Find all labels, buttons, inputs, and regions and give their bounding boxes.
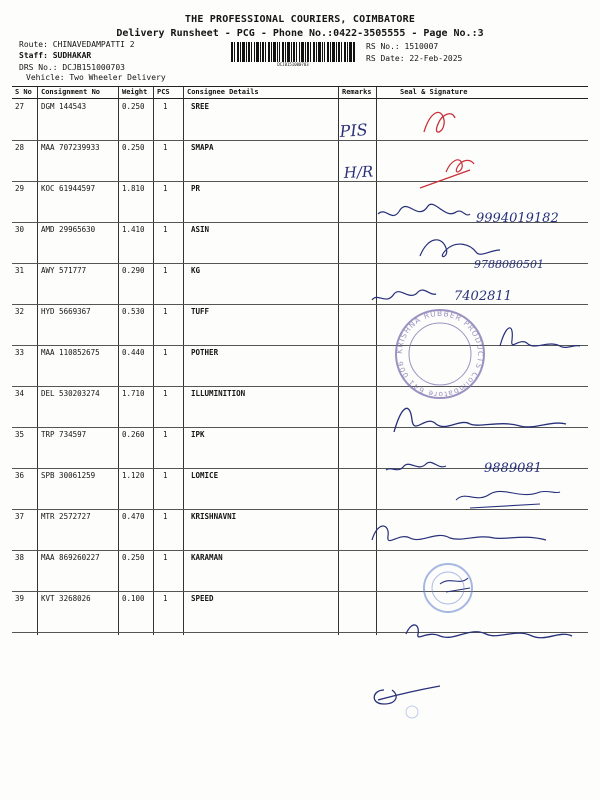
row-pcs: 1 (163, 389, 168, 398)
phone-note-1: 9994019182 (476, 211, 559, 226)
row-weight: 0.250 (122, 143, 145, 152)
row-consignment: MTR 2572727 (41, 512, 91, 521)
row-consignee: IPK (191, 430, 205, 439)
row-weight: 0.250 (122, 102, 145, 111)
table-row (12, 427, 588, 469)
row-pcs: 1 (163, 553, 168, 562)
faint-stamp (406, 706, 418, 718)
row-consignment: KOC 61944597 (41, 184, 96, 193)
row-consignee: TUFF (191, 307, 210, 316)
row-weight: 0.290 (122, 266, 145, 275)
header-weight: Weight (122, 88, 148, 96)
row-consignee: KARAMAN (191, 553, 223, 562)
header-remarks: Remarks (342, 88, 372, 96)
row-weight: 1.410 (122, 225, 145, 234)
row-pcs: 1 (163, 102, 168, 111)
row-sno: 32 (15, 307, 25, 316)
row-consignment: MAA 110852675 (41, 348, 100, 357)
row-sno: 35 (15, 430, 25, 439)
row-weight: 0.260 (122, 430, 145, 439)
row-consignment: HYD 5669367 (41, 307, 91, 316)
header-consignment: Consignment No (41, 88, 101, 96)
table-row (12, 345, 588, 387)
runsheet-table (12, 86, 588, 635)
row-consignment: DEL 530203274 (41, 389, 100, 398)
row-sno: 33 (15, 348, 25, 357)
row-weight: 0.530 (122, 307, 145, 316)
table-row (12, 550, 588, 592)
row-consignee: SMAPA (191, 143, 214, 152)
row-weight: 0.440 (122, 348, 145, 357)
table-row (12, 386, 588, 428)
row-pcs: 1 (163, 225, 168, 234)
barcode-caption: DCJB151000703 (277, 62, 309, 67)
row-weight: 0.250 (122, 553, 145, 562)
row-pcs: 1 (163, 266, 168, 275)
row-weight: 1.810 (122, 184, 145, 193)
row-consignment: KVT 3268026 (41, 594, 91, 603)
row-pcs: 1 (163, 471, 168, 480)
staff-label: Staff: SUDHAKAR (19, 51, 92, 60)
row-consignment: TRP 734597 (41, 430, 87, 439)
row-pcs: 1 (163, 184, 168, 193)
row-consignment: MAA 707239933 (41, 143, 100, 152)
drs-number-label: DRS No.: DCJB151000703 (19, 63, 125, 72)
table-row (12, 304, 588, 346)
remark-hr: H/R (343, 162, 374, 182)
row-consignee: KRISHNAVNI (191, 512, 237, 521)
row-weight: 0.470 (122, 512, 145, 521)
runsheet-subtitle: Delivery Runsheet - PCG - Phone No.:0422-3505555 - Page No.:3 (116, 28, 484, 39)
row-consignment: DGM 144543 (41, 102, 87, 111)
table-row (12, 468, 588, 510)
row-consignee: POTHER (191, 348, 219, 357)
row-consignment: AMD 29965630 (41, 225, 96, 234)
header-sno: S No (15, 88, 32, 96)
phone-note-3: 7402811 (454, 289, 512, 304)
vehicle-label: Vehicle: Two Wheeler Delivery (26, 73, 166, 82)
row-sno: 37 (15, 512, 25, 521)
company-title: THE PROFESSIONAL COURIERS, COIMBATORE (184, 14, 416, 25)
table-row (12, 222, 588, 264)
phone-note-4: 9889081 (484, 461, 542, 476)
table-row (12, 591, 588, 633)
row-consignee: SREE (191, 102, 210, 111)
row-consignment: AWY 571777 (41, 266, 87, 275)
barcode-image (231, 42, 355, 62)
table-row (12, 99, 588, 141)
row-pcs: 1 (163, 348, 168, 357)
row-pcs: 1 (163, 430, 168, 439)
route-label: Route: CHINAVEDAMPATTI 2 (19, 40, 135, 49)
row-sno: 36 (15, 471, 25, 480)
table-row (12, 509, 588, 551)
row-consignee: PR (191, 184, 201, 193)
row-weight: 1.120 (122, 471, 145, 480)
table-header (12, 87, 588, 99)
row-sno: 27 (15, 102, 25, 111)
table-row (12, 263, 588, 305)
phone-note-2: 9788080501 (474, 258, 544, 271)
row-sno: 29 (15, 184, 25, 193)
row-sno: 28 (15, 143, 25, 152)
row-consignee: ILLUMINITION (191, 389, 246, 398)
table-row (12, 140, 588, 182)
row-weight: 0.100 (122, 594, 145, 603)
row-weight: 1.710 (122, 389, 145, 398)
row-consignee: ASIN (191, 225, 210, 234)
rs-date-label: RS Date: 22-Feb-2025 (366, 54, 463, 63)
row-consignee: KG (191, 266, 201, 275)
row-pcs: 1 (163, 512, 168, 521)
stamp-text: KRISHNA RUBBER PRODUCTS Coimbatore 641 006 (394, 308, 486, 400)
row-sno: 30 (15, 225, 25, 234)
row-pcs: 1 (163, 307, 168, 316)
row-consignee: LOMICE (191, 471, 219, 480)
row-sno: 34 (15, 389, 25, 398)
signature (374, 686, 440, 704)
row-sno: 38 (15, 553, 25, 562)
header-consignee: Consignee Details (187, 88, 259, 96)
remark-pis: PIS (338, 120, 369, 141)
table-row (12, 181, 588, 223)
row-pcs: 1 (163, 594, 168, 603)
row-sno: 39 (15, 594, 25, 603)
header-pcs: PCS (157, 88, 170, 96)
row-pcs: 1 (163, 143, 168, 152)
row-consignment: SPB 30061259 (41, 471, 96, 480)
rs-number-label: RS No.: 1510007 (366, 42, 439, 51)
header-seal-signature: Seal & Signature (400, 88, 468, 96)
row-consignee: SPEED (191, 594, 214, 603)
row-consignment: MAA 869260227 (41, 553, 100, 562)
row-sno: 31 (15, 266, 25, 275)
